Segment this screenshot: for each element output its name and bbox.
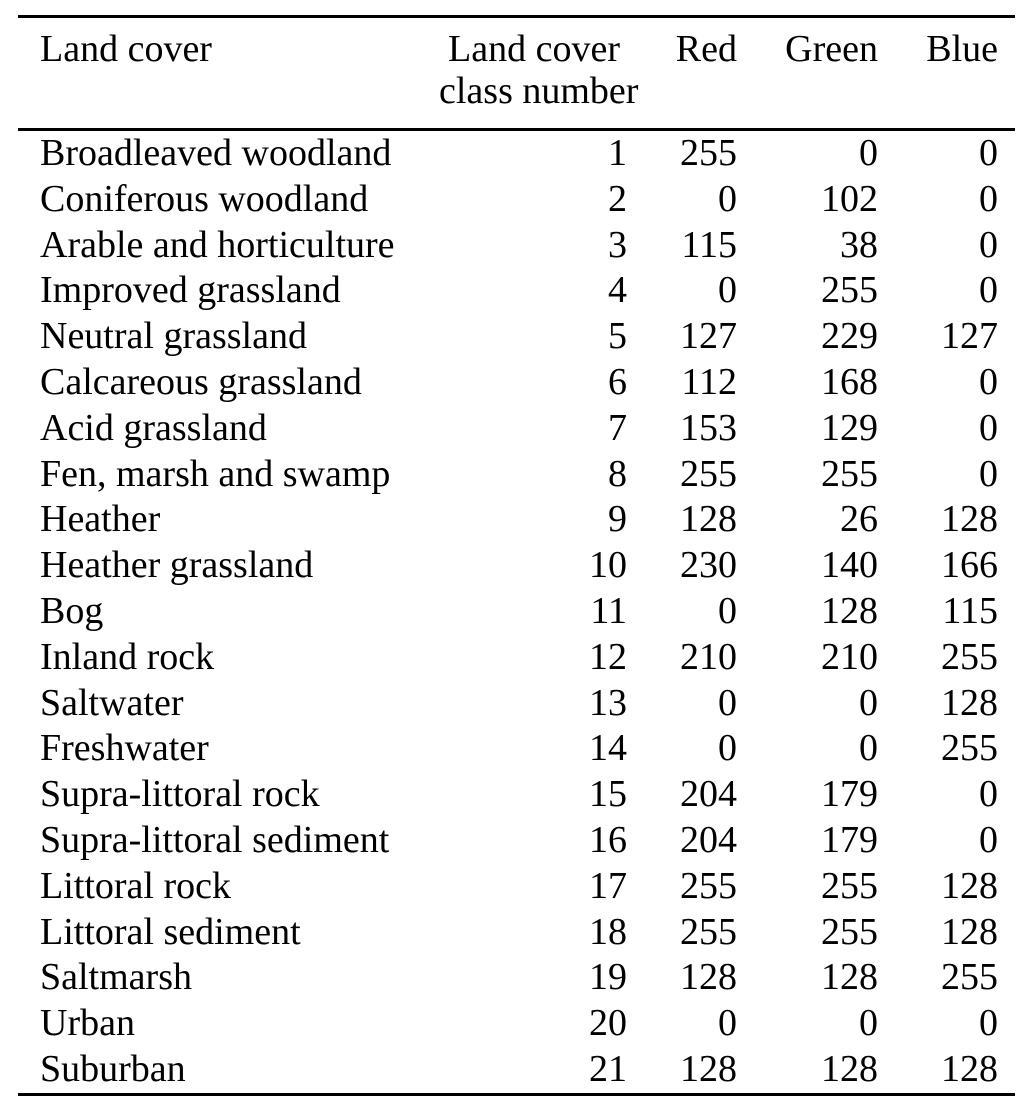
cell-blue-value: 0 <box>979 1002 998 1045</box>
cell-land-cover: Supra-littoral rock <box>40 773 320 816</box>
cell-green-value: 255 <box>821 864 878 907</box>
cell-land-cover: Saltmarsh <box>40 956 192 999</box>
cell-blue-value: 255 <box>941 727 998 770</box>
cell-green-value: 255 <box>821 452 878 495</box>
cell-class-number: 19 <box>589 956 627 999</box>
cell-red-value: 153 <box>680 406 737 449</box>
cell-green-value: 179 <box>821 773 878 816</box>
land-cover-color-table <box>18 15 1015 1096</box>
cell-class-number: 9 <box>608 498 627 541</box>
cell-red-value: 112 <box>681 360 737 403</box>
cell-class-number: 2 <box>608 177 627 220</box>
cell-green-value: 129 <box>821 406 878 449</box>
cell-red-value: 204 <box>680 818 737 861</box>
cell-class-number: 14 <box>589 727 627 770</box>
table-row <box>18 726 1015 772</box>
header-land-cover: Land cover <box>18 17 438 130</box>
cell-blue-value: 0 <box>979 452 998 495</box>
cell-red-value: 128 <box>680 956 737 999</box>
cell-blue-value: 128 <box>941 864 998 907</box>
cell-land-cover: Heather <box>40 498 161 541</box>
cell-land-cover: Bog <box>40 589 104 632</box>
cell-blue-value: 166 <box>941 544 998 587</box>
cell-red-value: 0 <box>718 1002 737 1045</box>
cell-blue-value: 0 <box>979 406 998 449</box>
table-row <box>18 818 1015 864</box>
cell-green-value: 0 <box>859 727 878 770</box>
cell-green-value: 0 <box>859 681 878 724</box>
cell-land-cover: Urban <box>40 1002 135 1045</box>
cell-land-cover: Improved grassland <box>40 269 341 312</box>
table-row <box>18 406 1015 452</box>
cell-red-value: 210 <box>680 635 737 678</box>
cell-class-number: 6 <box>608 360 627 403</box>
header-green: Green <box>745 17 886 130</box>
table-row <box>18 681 1015 727</box>
cell-red-value: 0 <box>718 727 737 770</box>
cell-blue-value: 255 <box>941 956 998 999</box>
cell-class-number: 17 <box>589 864 627 907</box>
table-row <box>18 314 1015 360</box>
header-red: Red <box>630 17 745 130</box>
cell-red-value: 0 <box>718 589 737 632</box>
cell-land-cover: Heather grassland <box>40 544 314 587</box>
cell-land-cover: Freshwater <box>40 727 209 770</box>
cell-blue-value: 0 <box>979 360 998 403</box>
cell-red-value: 0 <box>718 269 737 312</box>
cell-land-cover: Arable and horticulture <box>40 223 395 266</box>
table-row <box>18 223 1015 269</box>
cell-red-value: 127 <box>680 315 737 358</box>
cell-red-value: 0 <box>718 177 737 220</box>
cell-class-number: 13 <box>589 681 627 724</box>
table-row <box>18 864 1015 910</box>
cell-land-cover: Littoral rock <box>40 864 231 907</box>
cell-green-value: 102 <box>821 177 878 220</box>
cell-class-number: 15 <box>589 773 627 816</box>
table-row <box>18 452 1015 498</box>
cell-green-value: 168 <box>821 360 878 403</box>
cell-land-cover: Neutral grassland <box>40 315 307 358</box>
cell-land-cover: Coniferous woodland <box>40 177 369 220</box>
table-row <box>18 268 1015 314</box>
cell-green-value: 38 <box>840 223 878 266</box>
cell-red-value: 255 <box>680 910 737 953</box>
cell-blue-value: 0 <box>979 818 998 861</box>
cell-blue-value: 128 <box>941 498 998 541</box>
cell-green-value: 0 <box>859 1002 878 1045</box>
cell-class-number: 4 <box>608 269 627 312</box>
cell-red-value: 115 <box>681 223 737 266</box>
cell-class-number: 18 <box>589 910 627 953</box>
table-row <box>18 955 1015 1001</box>
cell-red-value: 255 <box>680 864 737 907</box>
cell-blue-value: 0 <box>979 773 998 816</box>
cell-red-value: 128 <box>680 498 737 541</box>
cell-green-value: 210 <box>821 635 878 678</box>
cell-green-value: 128 <box>821 956 878 999</box>
cell-land-cover: Acid grassland <box>40 406 267 449</box>
cell-land-cover: Littoral sediment <box>40 910 301 953</box>
cell-land-cover: Inland rock <box>40 635 215 678</box>
header-class-number-line1: Land cover <box>448 28 620 70</box>
cell-land-cover: Broadleaved woodland <box>40 132 392 174</box>
cell-red-value: 255 <box>680 452 737 495</box>
table-row <box>18 130 1015 177</box>
cell-green-value: 0 <box>859 132 878 174</box>
cell-class-number: 11 <box>590 589 627 632</box>
cell-class-number: 21 <box>589 1047 627 1090</box>
table-row <box>18 177 1015 223</box>
cell-land-cover: Calcareous grassland <box>40 360 362 403</box>
cell-red-value: 230 <box>680 544 737 587</box>
cell-blue-value: 0 <box>979 223 998 266</box>
table-row <box>18 497 1015 543</box>
cell-green-value: 229 <box>821 315 878 358</box>
cell-class-number: 16 <box>589 818 627 861</box>
cell-green-value: 179 <box>821 818 878 861</box>
cell-green-value: 128 <box>821 589 878 632</box>
table-row <box>18 910 1015 956</box>
table-row <box>18 635 1015 681</box>
cell-blue-value: 128 <box>941 681 998 724</box>
cell-class-number: 7 <box>608 406 627 449</box>
cell-blue-value: 115 <box>942 589 998 632</box>
table-row <box>18 772 1015 818</box>
cell-blue-value: 128 <box>941 1047 998 1090</box>
cell-green-value: 255 <box>821 269 878 312</box>
cell-blue-value: 128 <box>941 910 998 953</box>
cell-class-number: 1 <box>608 132 627 174</box>
table-row <box>18 1047 1015 1094</box>
table-row <box>18 543 1015 589</box>
header-row <box>18 17 1015 130</box>
table-row <box>18 360 1015 406</box>
cell-blue-value: 0 <box>979 132 998 174</box>
table-body <box>18 130 1015 1095</box>
cell-green-value: 255 <box>821 910 878 953</box>
cell-blue-value: 255 <box>941 635 998 678</box>
cell-green-value: 140 <box>821 544 878 587</box>
cell-land-cover: Suburban <box>40 1047 186 1090</box>
cell-red-value: 0 <box>718 681 737 724</box>
cell-blue-value: 0 <box>979 177 998 220</box>
cell-green-value: 26 <box>840 498 878 541</box>
cell-class-number: 10 <box>589 544 627 587</box>
table-header <box>18 17 1015 130</box>
cell-red-value: 204 <box>680 773 737 816</box>
cell-land-cover: Saltwater <box>40 681 184 724</box>
cell-class-number: 12 <box>589 635 627 678</box>
header-class-number <box>438 17 639 130</box>
cell-blue-value: 0 <box>979 269 998 312</box>
cell-class-number: 5 <box>608 315 627 358</box>
cell-class-number: 3 <box>608 223 627 266</box>
cell-class-number: 8 <box>608 452 627 495</box>
table-row <box>18 589 1015 635</box>
header-class-number-line2: class number <box>439 70 639 112</box>
table-row <box>18 1001 1015 1047</box>
cell-blue-value: 127 <box>941 315 998 358</box>
cell-green-value: 128 <box>821 1047 878 1090</box>
cell-class-number: 20 <box>589 1002 627 1045</box>
cell-red-value: 128 <box>680 1047 737 1090</box>
header-blue: Blue <box>886 17 1015 130</box>
cell-red-value: 255 <box>680 132 737 174</box>
cell-land-cover: Fen, marsh and swamp <box>40 452 391 495</box>
cell-land-cover: Supra-littoral sediment <box>40 818 390 861</box>
